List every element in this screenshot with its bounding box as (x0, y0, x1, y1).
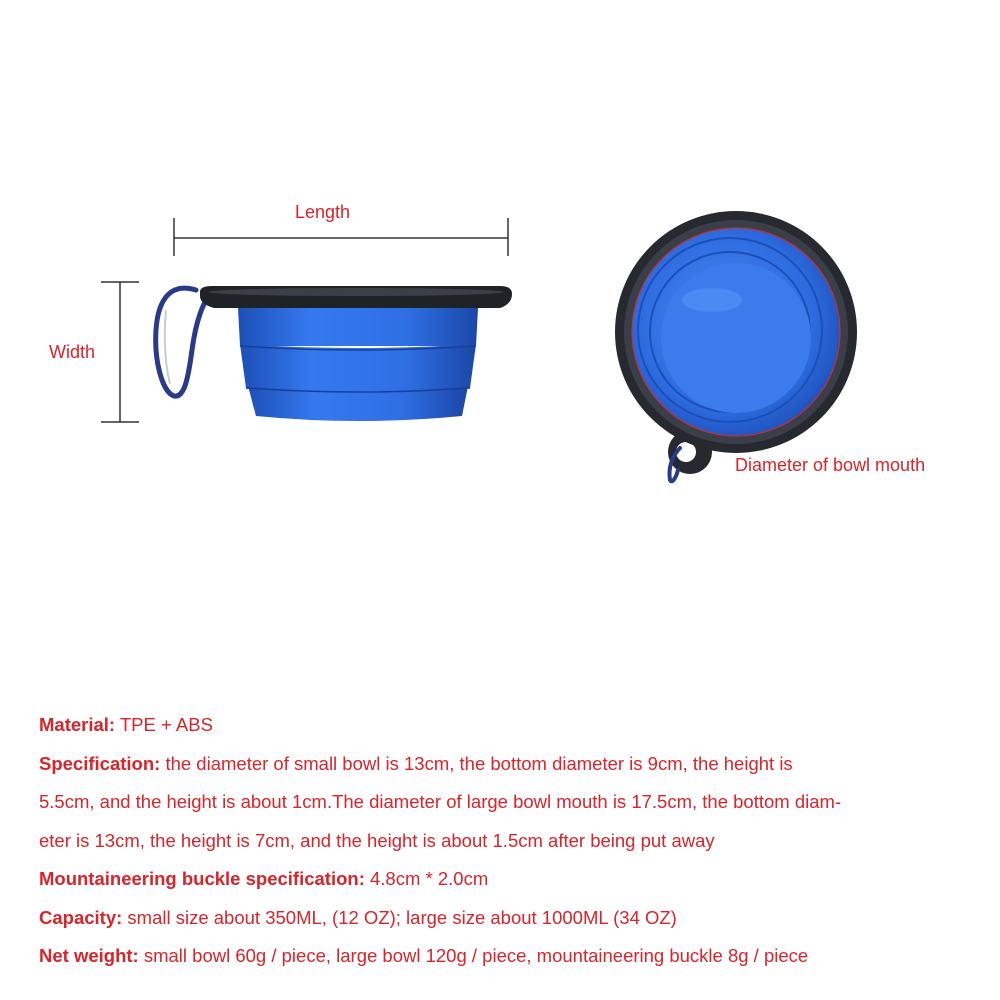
specification-line-2: 5.5cm, and the height is about 1cm.The diameter of large bowl mouth is 17.5cm, the bottom diam- (39, 791, 842, 812)
specifications-block (39, 706, 979, 976)
width-dimension-line (101, 282, 139, 422)
capacity-label: Capacity: (39, 906, 123, 928)
specification-label: Specification: (39, 752, 161, 774)
specification-text-1: the diameter of small bowl is 13cm, the bottom diameter is 9cm, the height is (160, 752, 793, 774)
specification-line-1 (39, 745, 979, 784)
length-dimension-line (174, 218, 508, 256)
buckle-line (39, 860, 979, 899)
capacity-value: small size about 350ML, (12 OZ); large size about 1000ML (34 OZ) (122, 906, 677, 928)
side-view-bowl-image (156, 286, 512, 421)
top-view-bowl-image (615, 211, 857, 481)
diameter-label: Diameter of bowl mouth (735, 455, 926, 475)
net-weight-label: Net weight: (39, 945, 139, 966)
width-label: Width (49, 342, 96, 362)
specification-line-3: eter is 13cm, the height is 7cm, and the height is about 1.5cm after being put away (39, 829, 715, 851)
buckle-value: 4.8cm * 2.0cm (364, 868, 489, 889)
capacity-line (39, 899, 979, 938)
material-line (39, 706, 979, 745)
net-weight-line (39, 937, 979, 976)
length-label: Length (295, 202, 351, 222)
material-label: Material: (39, 714, 116, 735)
material-value: TPE + ABS (115, 714, 213, 735)
net-weight-value: small bowl 60g / piece, large bowl 120g / piece, mountaineering buckle 8g / piece (138, 945, 809, 966)
buckle-label: Mountaineering buckle specification: (39, 868, 365, 889)
